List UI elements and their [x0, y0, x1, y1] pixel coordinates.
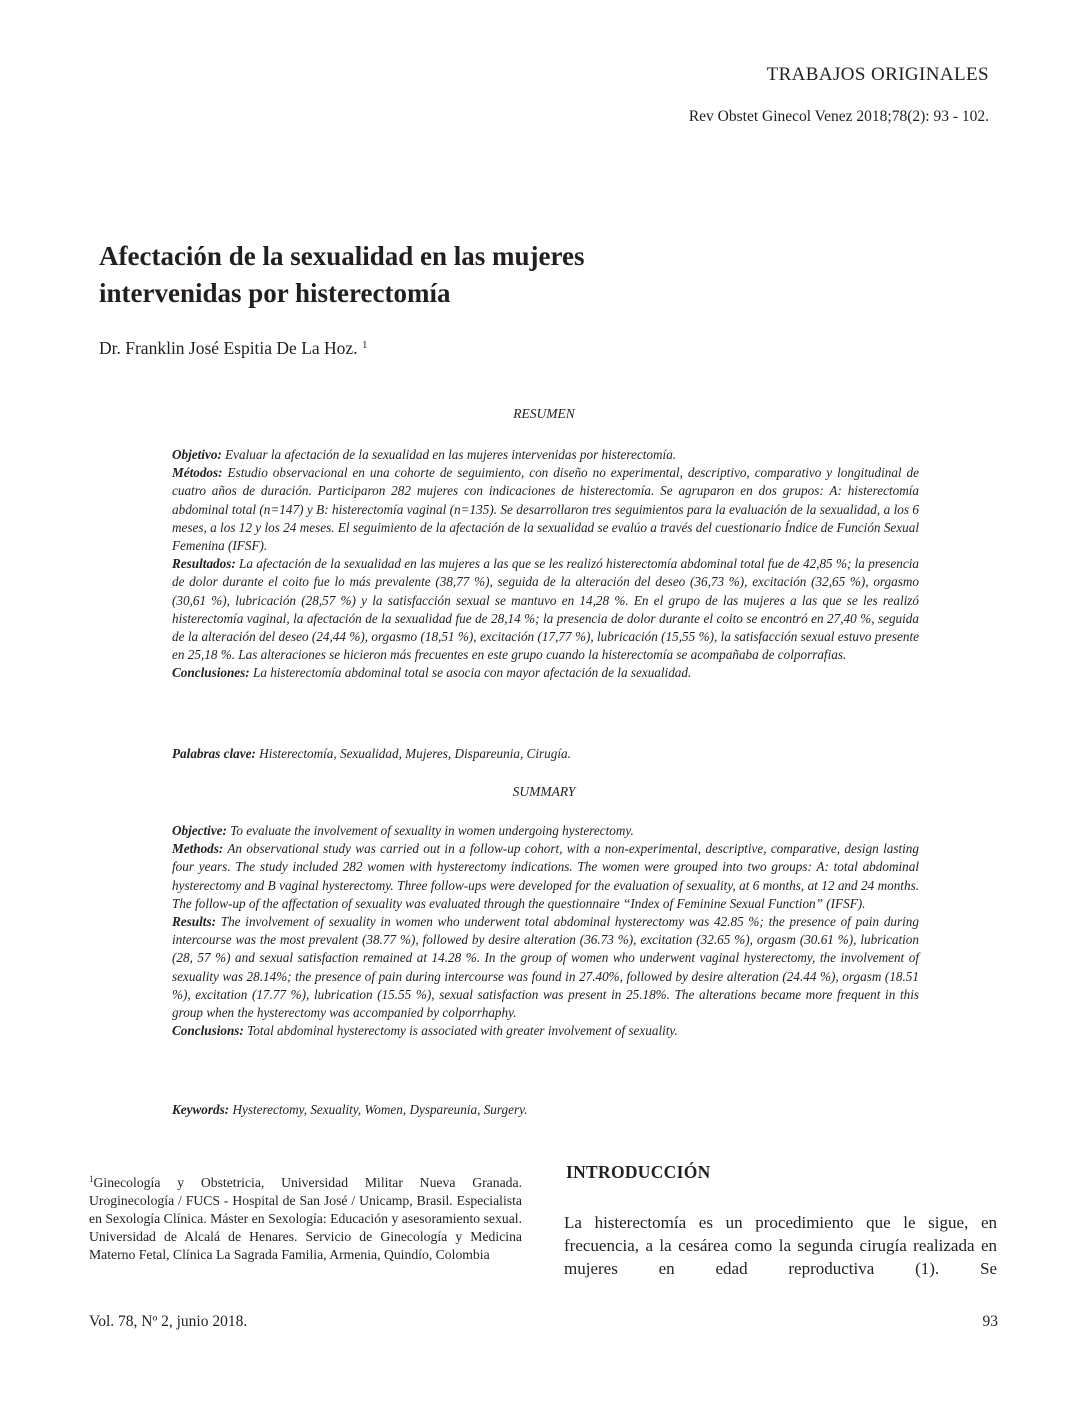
- palabras-clave-label: Palabras clave:: [172, 746, 256, 761]
- keywords: [172, 1101, 919, 1119]
- resumen-metodos-label: Métodos:: [172, 465, 223, 481]
- resumen-heading: RESUMEN: [513, 406, 575, 421]
- palabras-clave: [172, 745, 919, 763]
- summary-conclusions: [172, 1022, 919, 1040]
- summary-conclusions-label: Conclusions:: [172, 1023, 244, 1039]
- resumen-conclusiones: [172, 664, 919, 682]
- resumen-metodos: [172, 464, 919, 555]
- page-number: 93: [982, 1313, 998, 1330]
- intro-heading: INTRODUCCIÓN: [566, 1162, 711, 1182]
- palabras-clave-text: Histerectomía, Sexualidad, Mujeres, Dispareunia, Cirugía.: [255, 746, 571, 761]
- section-label: TRABAJOS ORIGINALES: [766, 64, 989, 85]
- keywords-label: Keywords:: [172, 1102, 230, 1117]
- summary-methods-label: Methods:: [172, 841, 224, 857]
- summary-methods: [172, 840, 919, 913]
- keywords-text: Hysterectomy, Sexuality, Women, Dyspareunia, Surgery.: [229, 1102, 528, 1117]
- summary-conclusions-text: Total abdominal hysterectomy is associated with greater involvement of sexuality.: [243, 1023, 678, 1039]
- resumen-resultados-label: Resultados:: [172, 556, 236, 572]
- resumen-body: [172, 446, 919, 683]
- resumen-objetivo-label: Objetivo:: [172, 447, 222, 462]
- resumen-objetivo: [172, 446, 919, 464]
- article-title: [99, 238, 819, 312]
- footnote-mark: 1: [89, 1174, 94, 1184]
- summary-methods-text: An observational study was carried out in a follow-up cohort, with a non-experimental, descriptive, comparative, design lasting four years. The study included 282 women with hysterectomy indications. The women were grouped into two groups: A: total abdominal hysterectomy and B vaginal hysterectomy. Three follow-ups were developed for the evaluation of sexuality, at 6 months, at 12 and 24 months. The follow-up of the affectation of sexuality was evaluated through the questionnaire “Index of Feminine Sexual Function” (IFSF).: [172, 841, 919, 911]
- author-line: [99, 338, 367, 359]
- author-affiliation-mark: 1: [361, 339, 368, 351]
- summary-body: [172, 822, 919, 1040]
- journal-citation: Rev Obstet Ginecol Venez 2018;78(2): 93 - 102.: [688, 108, 989, 125]
- title-line-2: intervenidas por histerectomía: [99, 278, 451, 308]
- summary-objective-label: Objective:: [172, 823, 227, 838]
- summary-heading: SUMMARY: [512, 784, 576, 799]
- intro-paragraph: La histerectomía es un procedimiento que le sigue, en frecuencia, a la cesárea como la segunda cirugía realizada en mujeres en edad reproductiva (1). Se: [564, 1213, 997, 1278]
- summary-results-label: Results:: [172, 914, 216, 930]
- resumen-resultados-text: La afectación de la sexualidad en las mujeres a las que se les realizó histerectomía abdominal total fue de 42,85 %; la presencia de dolor durante el coito fue lo más prevalente (38,77 %), seguida de la alteración del deseo (36,73 %), excitación (32,65 %), orgasmo (30,61 %), lubricación (28,57 %) y la satisfacción sexual se mantuvo en 14,28 %. En el grupo de las mujeres a las que se les realizó histerectomía vaginal, la afectación de la sexualidad fue de 28,14 %; la presencia de dolor durante el coito se encontró en 27,40 %, seguida de la alteración del deseo (24,44 %), orgasmo (18,51 %), excitación (17,77 %), lubricación (15,55 %), la satisfacción sexual estuvo presente en 25,18 %. Las alteraciones se hicieron más frecuentes en este grupo cuando la histerectomía se acompañaba de colporrafias.: [172, 556, 919, 663]
- author-name: Dr. Franklin José Espitia De La Hoz.: [99, 338, 358, 358]
- title-line-1: Afectación de la sexualidad en las mujeres: [99, 241, 585, 271]
- affiliation-footnote: [89, 1170, 522, 1264]
- footnote-text: Ginecología y Obstetricia, Universidad Militar Nueva Granada. Uroginecología / FUCS - Hospital de San José / Unicamp, Brasil. Especialista en Sexología Clínica. Máster en Sexología: Educación y asesoramiento sexual. Universidad de Alcalá de Henares. Servicio de Ginecología y Medicina Materno Fetal, Clínica La Sagrada Familia, Armenia, Quindío, Colombia: [89, 1175, 522, 1262]
- resumen-objetivo-text: Evaluar la afectación de la sexualidad en las mujeres intervenidas por histerectomía.: [221, 447, 677, 462]
- resumen-conclusiones-text: La histerectomía abdominal total se asocia con mayor afectación de la sexualidad.: [249, 665, 692, 681]
- summary-objective: [172, 822, 919, 840]
- issue-footer: Vol. 78, Nº 2, junio 2018.: [89, 1313, 248, 1330]
- resumen-conclusiones-label: Conclusiones:: [172, 665, 250, 681]
- summary-results-text: The involvement of sexuality in women who underwent total abdominal hysterectomy was 42.85 %; the presence of pain during intercourse was the most prevalent (38.77 %), followed by desire alteration (36.73 %), excitation (32.65 %), orgasm (30.61 %), lubrication (28, 57 %) and sexual satisfaction remained at 14.28 %. In the group of women who underwent vaginal hysterectomy, the involvement of sexuality was 28.14%; the presence of pain during intercourse was found in 27.40%, followed by desire alteration (24.44 %), orgasm (18.51 %), excitation (17.77 %), lubrication (15.55 %), sexual satisfaction was present in 25.18%. The alterations became more frequent in this group when the hysterectomy was accompanied by colporrhaphy.: [172, 914, 919, 1021]
- summary-objective-text: To evaluate the involvement of sexuality in women undergoing hysterectomy.: [226, 823, 634, 838]
- resumen-metodos-text: Estudio observacional en una cohorte de seguimiento, con diseño no experimental, descriptivo, comparativo y longitudinal de cuatro años de duración. Participaron 282 mujeres con indicaciones de histerectomía. Se agruparon en dos grupos: A: histerectomía abdominal total (n=147) y B: histerectomía vaginal (n=135). Se desarrollaron tres seguimientos para la evaluación de la sexualidad, a los 6 meses, a los 12 y los 24 meses. El seguimiento de la afectación de la sexualidad se evalúo a través del cuestionario Índice de Función Sexual Femenina (IFSF).: [172, 465, 919, 554]
- resumen-resultados: [172, 555, 919, 664]
- summary-results: [172, 913, 919, 1022]
